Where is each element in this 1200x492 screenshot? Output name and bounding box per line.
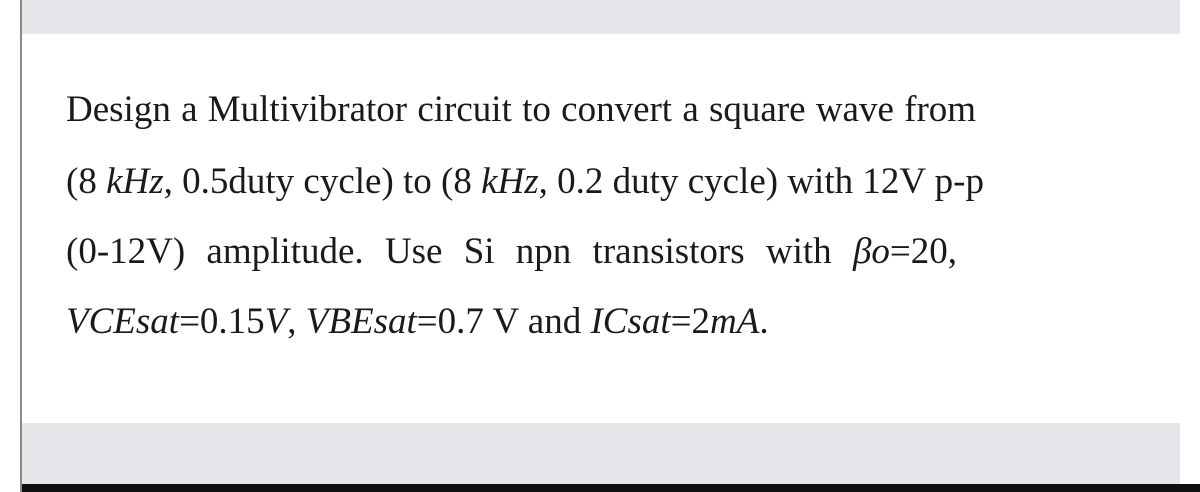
problem-line-1: Design a Multivibrator circuit to convert a square wave from	[66, 89, 977, 130]
problem-line-4	[66, 300, 769, 344]
text-segment: , 0.2 duty cycle) with 12V p-p	[538, 161, 984, 202]
bottom-bar	[22, 484, 1200, 492]
text-segment: =0.15	[179, 301, 265, 342]
top-band	[22, 0, 1180, 34]
unit-khz: kHz	[481, 161, 539, 202]
left-border	[20, 0, 22, 492]
text-segment: ,	[287, 301, 306, 342]
ic-sat-symbol: ICsat	[590, 301, 671, 342]
beta-symbol: βo	[852, 231, 890, 272]
unit-v: V	[264, 301, 288, 342]
text-segment: .	[759, 301, 769, 342]
unit-khz: kHz	[106, 161, 164, 202]
problem-line-3	[66, 230, 957, 274]
text-segment: , 0.5duty cycle) to (8	[163, 161, 482, 202]
vbe-sat-symbol: VBEsat	[305, 301, 417, 342]
vce-sat-symbol: VCEsat	[66, 301, 180, 342]
text-segment: (8	[66, 161, 107, 202]
bottom-band	[22, 423, 1180, 484]
text-segment: =20,	[889, 231, 957, 272]
unit-ma: mA	[710, 301, 760, 342]
text-segment: (0-12V) amplitude. Use Si npn transistors with	[66, 231, 853, 272]
text-segment: =2	[670, 301, 711, 342]
text-segment: =0.7 V and	[416, 301, 591, 342]
problem-line-2	[66, 160, 984, 204]
